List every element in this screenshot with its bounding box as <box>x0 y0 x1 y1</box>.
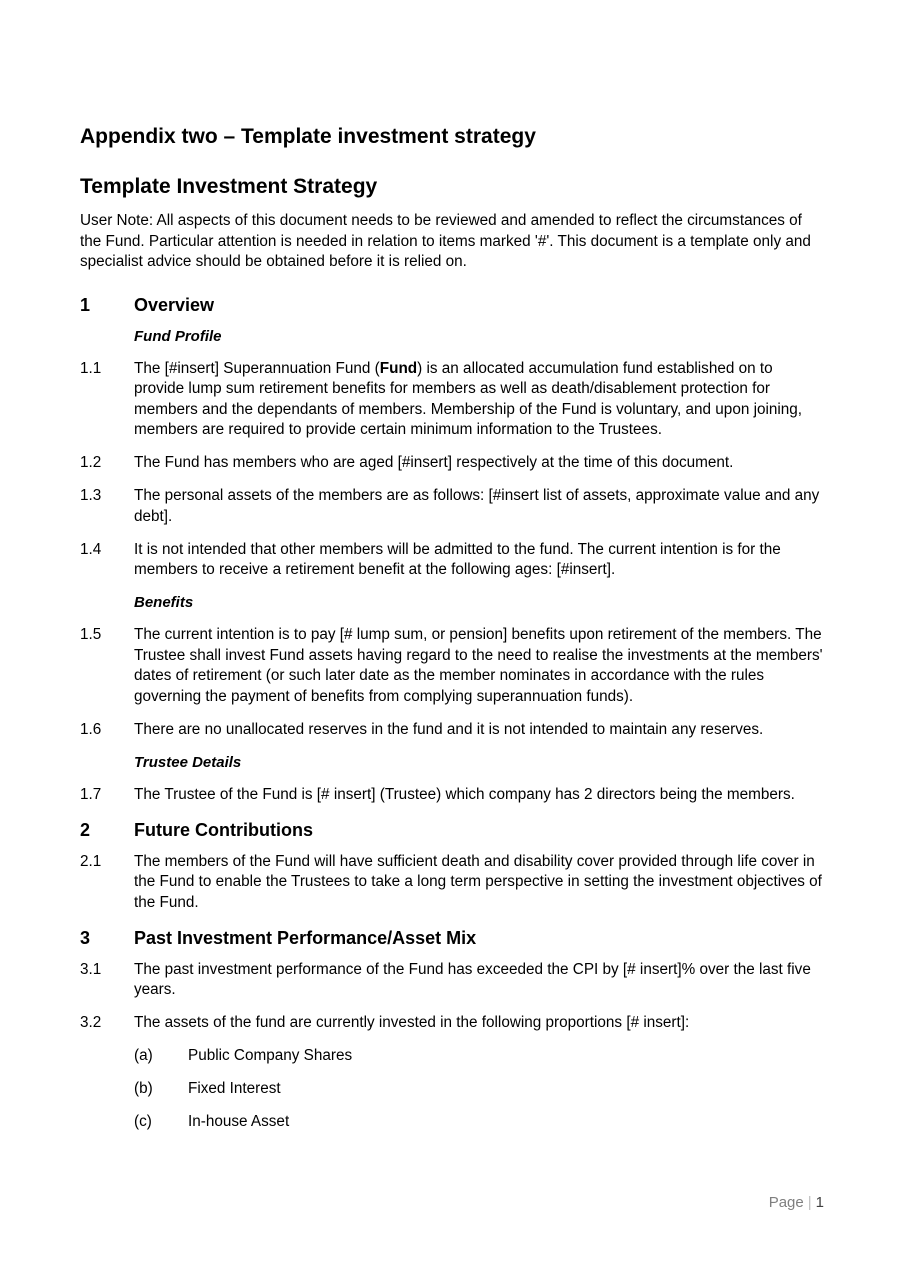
clause-3-1 <box>80 960 825 1001</box>
list-marker: (c) <box>134 1113 152 1130</box>
list-text: Fixed Interest <box>188 1080 281 1097</box>
section-1-heading <box>80 293 825 317</box>
section-2-heading <box>80 818 825 842</box>
section-3-heading <box>80 926 825 950</box>
clause-text: The Trustee of the Fund is [# insert] (Trustee) which company has 2 directors being the members. <box>134 785 795 803</box>
section-title: Past Investment Performance/Asset Mix <box>134 927 477 948</box>
clause-1-6 <box>80 720 825 741</box>
clause-1-1 <box>80 359 825 441</box>
clause-number: 1.6 <box>80 720 102 738</box>
clause-number: 1.3 <box>80 487 102 504</box>
section-number: 2 <box>80 819 91 840</box>
clause-text: The assets of the fund are currently invested in the following proportions [# insert]: <box>134 1014 690 1031</box>
clause-text: The current intention is to pay [# lump sum, or pension] benefits upon retirement of the members. The Trustee shall invest Fund assets having regard to the need to realise the investments at the members' dates of retirement (or such later date as the member nominates in accordance with the rules governing the payment of benefits from complying superannuation funds). <box>134 626 823 705</box>
section-title: Future Contributions <box>134 819 313 840</box>
clause-text: The Fund has members who are aged [#insert] respectively at the time of this document. <box>134 454 734 471</box>
clause-3-2 <box>80 1013 825 1034</box>
strategy-heading: Template Investment Strategy <box>80 175 378 198</box>
clause-number: 3.1 <box>80 960 102 978</box>
clause-1-5 <box>80 625 825 707</box>
subheading-benefits: Benefits <box>134 594 194 611</box>
subheading-fund-profile: Fund Profile <box>134 327 222 345</box>
page-number: 1 <box>815 1194 824 1211</box>
clause-text: The past investment performance of the Fund has exceeded the CPI by [# insert]% over the last five years. <box>134 960 811 998</box>
subheading-trustee-details: Trustee Details <box>134 753 242 771</box>
appendix-title: Appendix two – Template investment strategy <box>80 125 536 148</box>
clause-text <box>134 359 825 441</box>
clause-number: 1.5 <box>80 626 102 643</box>
page-separator: | <box>807 1194 812 1211</box>
clause-text-part: The [#insert] Superannuation Fund ( <box>134 359 380 377</box>
list-item-a <box>134 1046 825 1067</box>
list-marker: (a) <box>134 1047 153 1064</box>
clause-number: 1.2 <box>80 454 102 471</box>
section-title: Overview <box>134 294 215 315</box>
clause-1-2 <box>80 453 825 474</box>
clause-1-4 <box>80 540 825 581</box>
clause-number: 1.7 <box>80 785 102 803</box>
clause-text-part: ) is an allocated accumulation fund established on to provide lump sum retirement benefits for members as well as death/disablement protection for members and the dependants of members. Membership of the Fund is voluntary, and upon joining, members are required to provide certain minimum information to the Trustees. <box>134 359 803 438</box>
page-label: Page <box>768 1194 804 1211</box>
clause-number: 3.2 <box>80 1014 102 1031</box>
list-item-b <box>134 1079 825 1100</box>
document-body <box>80 124 825 1145</box>
list-item-c <box>134 1112 825 1133</box>
list-text: Public Company Shares <box>188 1047 353 1064</box>
list-marker: (b) <box>134 1080 153 1097</box>
user-note: User Note: All aspects of this document needs to be reviewed and amended to reflect the circumstances of the Fund. Particular attention is needed in relation to items marked '#'. This document is a template only and specialist advice should be obtained before it is relied on. <box>80 212 811 270</box>
clause-number: 2.1 <box>80 852 102 870</box>
clause-text: The members of the Fund will have sufficient death and disability cover provided through life cover in the Fund to enable the Trustees to take a long term perspective in setting the investment objectives of the Fund. <box>134 852 822 911</box>
list-text: In-house Asset <box>188 1113 290 1130</box>
clause-number: 1.1 <box>80 359 102 377</box>
clause-text: There are no unallocated reserves in the fund and it is not intended to maintain any reserves. <box>134 720 764 738</box>
clause-2-1 <box>80 852 825 914</box>
clause-number: 1.4 <box>80 540 102 558</box>
page-footer <box>769 1194 824 1211</box>
section-number: 3 <box>80 927 91 948</box>
section-number: 1 <box>80 294 91 315</box>
defined-term: Fund <box>379 359 418 377</box>
clause-1-3 <box>80 486 825 527</box>
clause-text: It is not intended that other members will be admitted to the fund. The current intention is for the members to receive a retirement benefit at the following ages: [#insert]. <box>134 540 781 578</box>
clause-1-7 <box>80 785 825 806</box>
clause-text: The personal assets of the members are as follows: [#insert list of assets, approximate value and any debt]. <box>134 487 820 525</box>
